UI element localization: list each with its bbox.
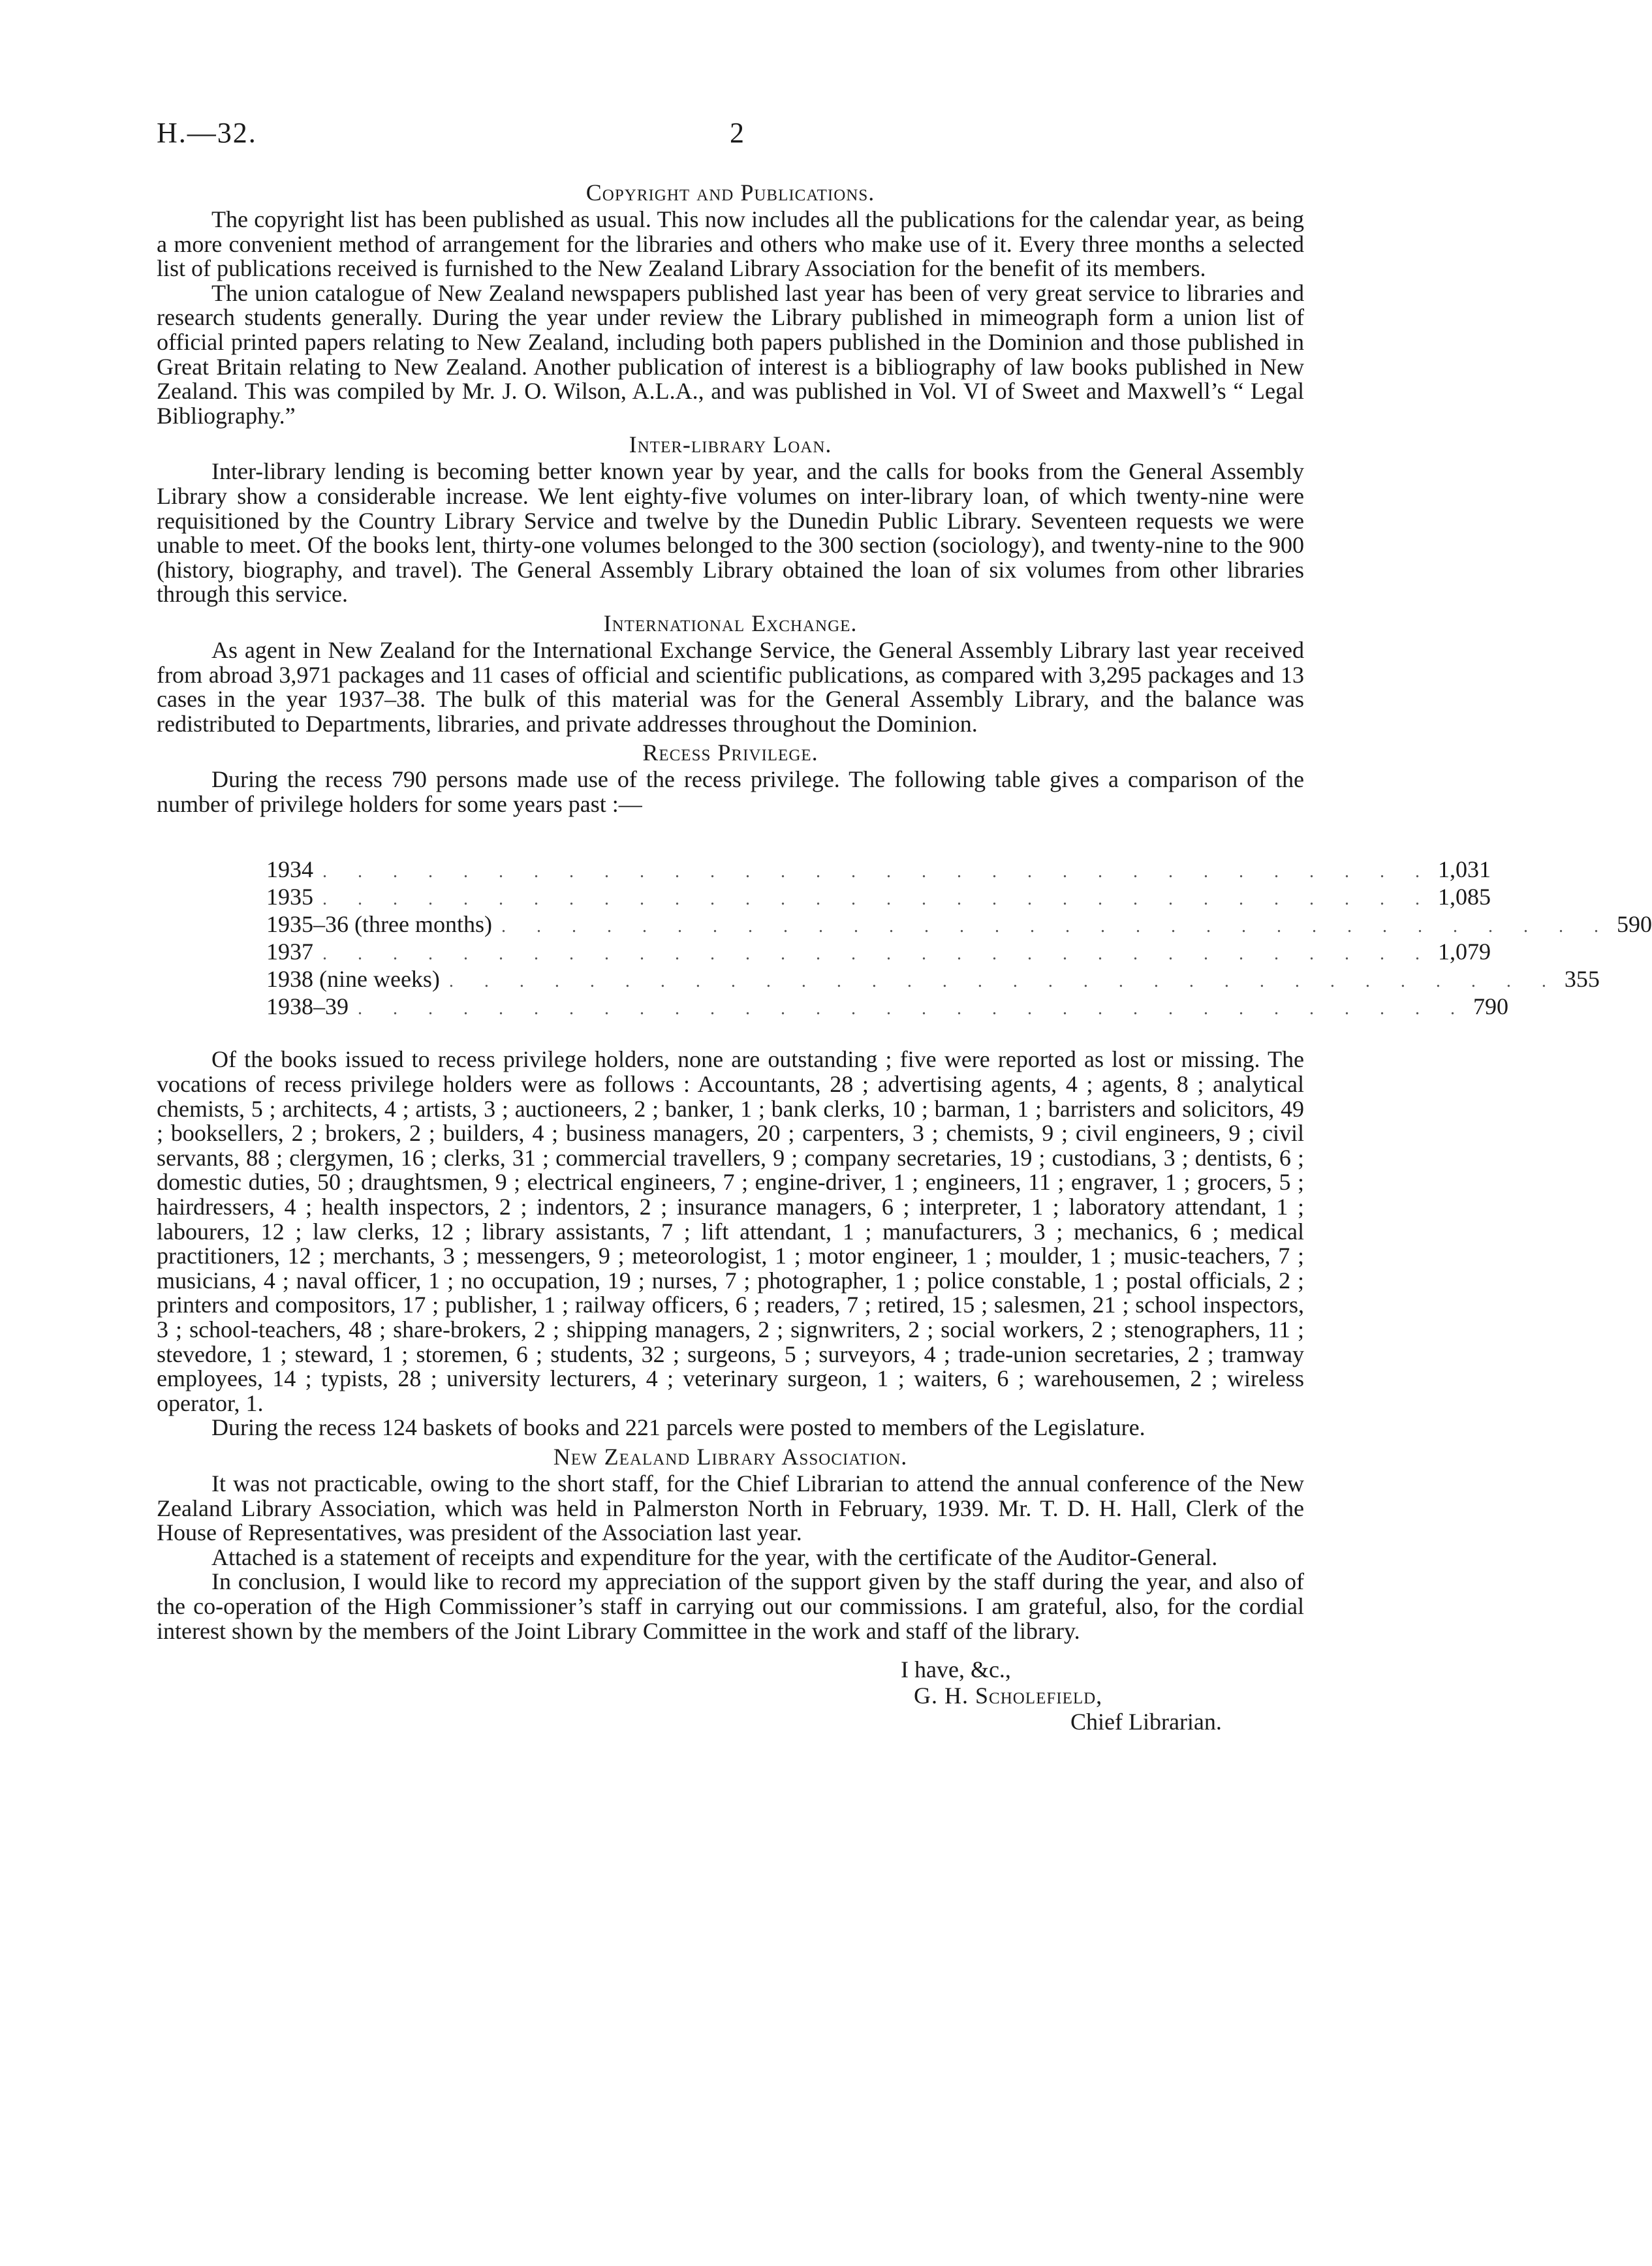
table-row-value: 1,085: [1438, 884, 1491, 910]
paragraph: The union catalogue of New Zealand newspapers published last year has been of very great service to libraries and research students generally. During the year under review the Library published in mimeograph form a union list of official printed papers relating to New Zealand, including both papers published in the Dominion and those published in Great Britain relating to New Zealand. Another publication of interest is a bibliography of law books published in New Zealand. This was compiled by Mr. J. O. Wilson, A.L.A., and was published in Vol. VI of Sweet and Maxwell’s “ Legal Bibliography.”: [157, 279, 1304, 429]
dot-leader: . . . . . . . . . . . . . . . . . . . . . . . . . . . . . . . .: [501, 916, 1612, 937]
table-row: [266, 884, 1491, 912]
table-row-value: 1,031: [1438, 856, 1491, 883]
paragraph: Of the books issued to recess privilege holders, none are outstanding ; five were reported as lost or missing. The vocations of recess privilege holders were as follows : Accountants, 28 ; advertising agents, 4 ; agents, 8 ; analytical chemists, 5 ; architects, 4 ; artists, 3 ; auctioneers, 2 ; banker, 1 ; bank clerks, 10 ; barman, 1 ; barristers and solicitors, 49 ; booksellers, 2 ; brokers, 2 ; builders, 4 ; business managers, 20 ; carpenters, 3 ; chemists, 9 ; civil engineers, 9 ; civil servants, 88 ; clergymen, 16 ; clerks, 31 ; commercial travellers, 9 ; company secretaries, 19 ; custodians, 3 ; dentists, 6 ; domestic duties, 50 ; draughtsmen, 9 ; electrical engineers, 7 ; engine-driver, 1 ; engineers, 11 ; engraver, 1 ; grocers, 5 ; hairdressers, 4 ; health inspectors, 2 ; indentors, 2 ; insurance managers, 6 ; interpreter, 1 ; laboratory attendant, 1 ; labourers, 12 ; law clerks, 12 ; library assistants, 7 ; lift attendant, 1 ; manufacturers, 3 ; mechanics, 6 ; medical practitioners, 12 ; merchants, 3 ; messengers, 9 ; meteorologist, 1 ; motor engineer, 1 ; moulder, 1 ; music-teachers, 7 ; musicians, 4 ; naval officer, 1 ; no occupation, 19 ; nurses, 7 ; photographer, 1 ; police constable, 1 ; postal officials, 2 ; printers and compositors, 17 ; publisher, 1 ; railway officers, 6 ; readers, 7 ; retired, 15 ; salesmen, 21 ; school inspectors, 3 ; school-teachers, 48 ; share-brokers, 2 ; shipping managers, 2 ; signwriters, 2 ; social workers, 2 ; stenographers, 11 ; stevedore, 1 ; steward, 1 ; storemen, 6 ; students, 32 ; surgeons, 5 ; surveyors, 4 ; trade-union secretaries, 2 ; tramway employees, 14 ; typists, 28 ; university lecturers, 4 ; veterinary surgeon, 1 ; waiters, 6 ; warehousemen, 2 ; wireless operator, 1.: [157, 1046, 1304, 1416]
paragraph: During the recess 124 baskets of books and 221 parcels were posted to members of the Legislature.: [211, 1414, 1145, 1441]
table-row: [266, 856, 1491, 884]
table-row: [266, 993, 1508, 1021]
table-row: [266, 966, 1600, 994]
dot-leader: . . . . . . . . . . . . . . . . . . . . . . . . . . . . . . . .: [322, 889, 1433, 910]
table-row-label: 1935: [266, 884, 313, 910]
page-number: 2: [730, 117, 744, 149]
paragraph: Inter-library lending is becoming better known year by year, and the calls for books from the General Assembly Library show a considerable increase. We lent eighty-five volumes on inter-library loan, of which twenty-nine were requisitioned by the Country Library Service and twelve by the Dunedin Public Library. Seventeen requests we were unable to meet. Of the books lent, thirty-one volumes belonged to the 300 section (sociology), and twenty-nine to the 900 (history, biography, and travel). The General Assembly Library obtained the loan of six volumes from other libraries through this service.: [157, 458, 1304, 608]
paragraph: As agent in New Zealand for the International Exchange Service, the General Assembly Library last year received from abroad 3,971 packages and 11 cases of official and scientific publications, as compared with 3,295 packages and 13 cases in the year 1937–38. The bulk of this material was for the General Assembly Library, and the balance was redistributed to Departments, libraries, and private addresses throughout the Dominion.: [157, 636, 1304, 737]
section-heading-inter-library-loan: Inter-library Loan.: [629, 431, 832, 458]
table-row-value: 355: [1564, 966, 1600, 993]
section-heading-copyright: Copyright and Publications.: [585, 179, 875, 206]
paragraph: In conclusion, I would like to record my appreciation of the support given by the staff during the year, and also of the co-operation of the High Commissioner’s staff in carrying out our commissions. I am grateful, also, for the cordial interest shown by the members of the Joint Library Committee in the work and staff of the library.: [157, 1568, 1304, 1644]
paragraph: It was not practicable, owing to the short staff, for the Chief Librarian to attend the annual conference of the New Zealand Library Association, which was held in Palmerston North in February, 1939. Mr. T. D. H. Hall, Clerk of the House of Representatives, was president of the Association last year.: [157, 1470, 1304, 1546]
table-row: [266, 911, 1652, 939]
table-row-value: 790: [1473, 993, 1508, 1020]
table-row-label: 1935–36 (three months): [266, 911, 492, 938]
signatory-title: Chief Librarian.: [1070, 1709, 1222, 1735]
section-heading-international-exchange: International Exchange.: [603, 610, 858, 636]
section-heading-recess-privilege: Recess Privilege.: [642, 739, 818, 766]
dot-leader: . . . . . . . . . . . . . . . . . . . . . . . . . . . . . . . .: [358, 999, 1468, 1019]
dot-leader: . . . . . . . . . . . . . . . . . . . . . . . . . . . . . . . .: [322, 944, 1433, 965]
table-row-label: 1934: [266, 856, 313, 883]
table-row-label: 1938–39: [266, 993, 349, 1020]
section-heading-library-association: New Zealand Library Association.: [553, 1443, 908, 1470]
signature-block: [157, 1656, 1304, 1735]
paragraph: Attached is a statement of receipts and expenditure for the year, with the certificate of the Auditor-General.: [211, 1544, 1218, 1570]
table-row-value: 590: [1616, 911, 1652, 938]
table-row-label: 1938 (nine weeks): [266, 966, 440, 993]
privilege-holders-table: [266, 856, 1652, 1021]
closing-salutation: I have, &c.,: [901, 1656, 1011, 1683]
paragraph: During the recess 790 persons made use of the recess privilege. The following table gives a comparison of the number of privilege holders for some years past :—: [157, 766, 1304, 817]
table-row: [266, 939, 1491, 967]
table-row-label: 1937: [266, 939, 313, 965]
dot-leader: . . . . . . . . . . . . . . . . . . . . . . . . . . . . . . . .: [448, 971, 1559, 992]
signatory-name: G. H. Scholefield,: [914, 1683, 1103, 1709]
dot-leader: . . . . . . . . . . . . . . . . . . . . . . . . . . . . . . . .: [322, 861, 1433, 882]
table-row-value: 1,079: [1438, 939, 1491, 965]
document-body: [157, 176, 1652, 1735]
document-reference: H.—32.: [157, 117, 257, 149]
paragraph: The copyright list has been published as usual. This now includes all the publications for the calendar year, as being a more convenient method of arrangement for the libraries and others who make use of it. Every three months a selected list of publications received is furnished to the New Zealand Library Association for the benefit of its members.: [157, 206, 1304, 282]
